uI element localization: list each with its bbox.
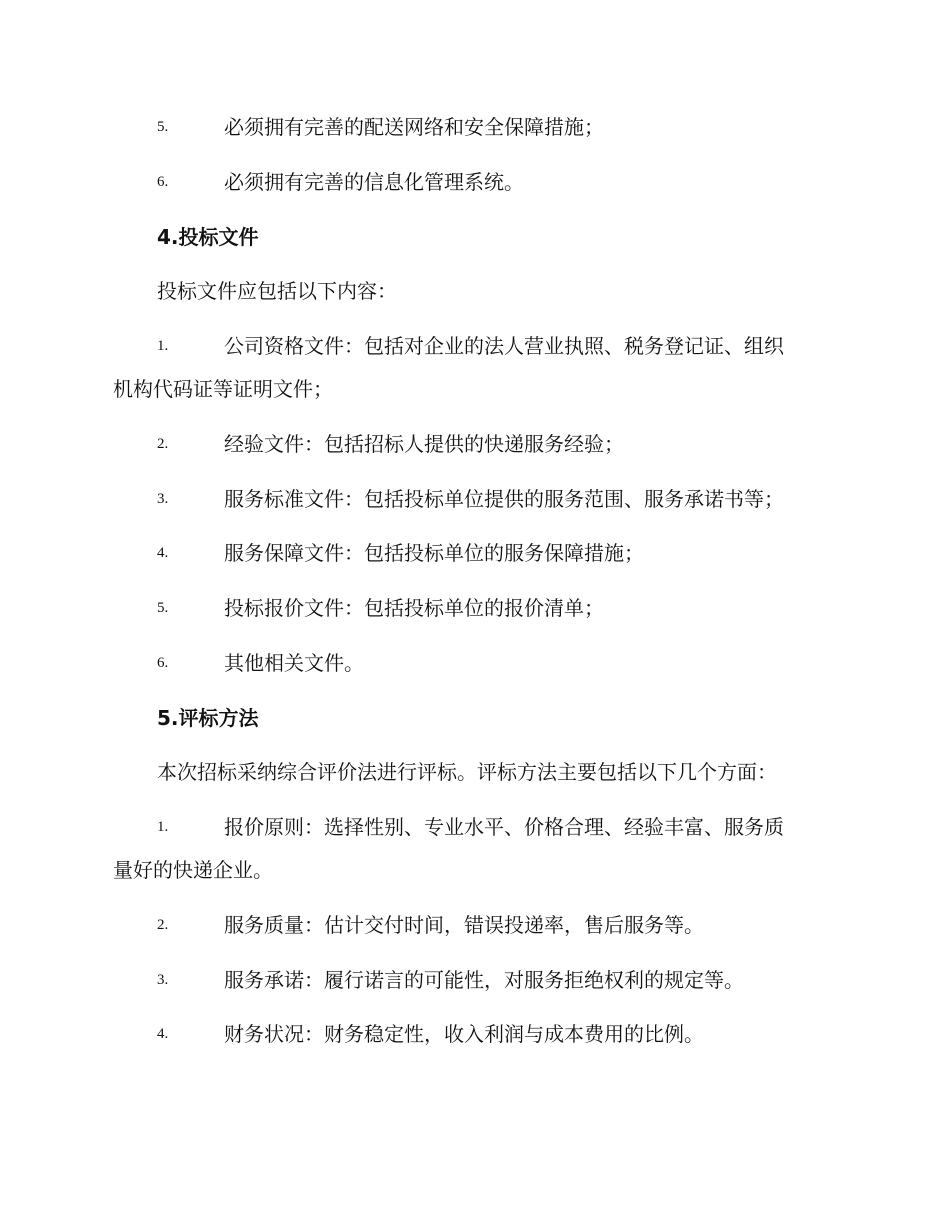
list-item-text: 公司资格文件：包括对企业的法人营业执照、税务登记证、组织 bbox=[224, 334, 784, 358]
list-item-number: 1. bbox=[157, 338, 169, 354]
section-intro: 本次招标采纳综合评价法进行评标。评标方法主要包括以下几个方面： bbox=[157, 760, 777, 784]
list-item-number: 6. bbox=[157, 174, 169, 190]
list-item-text: 服务保障文件：包括投标单位的服务保障措施； bbox=[224, 541, 644, 565]
list-item-number: 5. bbox=[157, 119, 169, 135]
list-item-text: 必须拥有完善的信息化管理系统。 bbox=[224, 170, 524, 194]
list-item-number: 3. bbox=[157, 491, 169, 507]
list-item-text: 服务质量：估计交付时间，错误投递率，售后服务等。 bbox=[224, 913, 704, 937]
list-item-continuation: 量好的快递企业。 bbox=[113, 858, 273, 882]
list-item-text: 报价原则：选择性别、专业水平、价格合理、经验丰富、服务质 bbox=[224, 815, 784, 839]
list-item-number: 3. bbox=[157, 972, 169, 988]
list-item-text: 投标报价文件：包括投标单位的报价清单； bbox=[224, 596, 604, 620]
section-heading: 5.评标方法 bbox=[157, 706, 259, 730]
list-item-text: 服务标准文件：包括投标单位提供的服务范围、服务承诺书等； bbox=[224, 487, 784, 511]
list-item-text: 其他相关文件。 bbox=[224, 651, 364, 675]
list-item-number: 1. bbox=[157, 819, 169, 835]
section-intro: 投标文件应包括以下内容： bbox=[157, 279, 397, 303]
list-item-number: 4. bbox=[157, 545, 169, 561]
list-item-text: 经验文件：包括招标人提供的快递服务经验； bbox=[224, 432, 624, 456]
list-item-number: 4. bbox=[157, 1026, 169, 1042]
list-item-text: 服务承诺：履行诺言的可能性，对服务拒绝权利的规定等。 bbox=[224, 968, 744, 992]
section-heading: 4.投标文件 bbox=[157, 225, 259, 249]
list-item-continuation: 机构代码证等证明文件； bbox=[113, 377, 333, 401]
list-item-number: 2. bbox=[157, 917, 169, 933]
list-item-number: 5. bbox=[157, 600, 169, 616]
list-item-text: 财务状况：财务稳定性，收入利润与成本费用的比例。 bbox=[224, 1022, 704, 1046]
list-item-number: 2. bbox=[157, 436, 169, 452]
list-item-number: 6. bbox=[157, 655, 169, 671]
list-item-text: 必须拥有完善的配送网络和安全保障措施； bbox=[224, 115, 604, 139]
